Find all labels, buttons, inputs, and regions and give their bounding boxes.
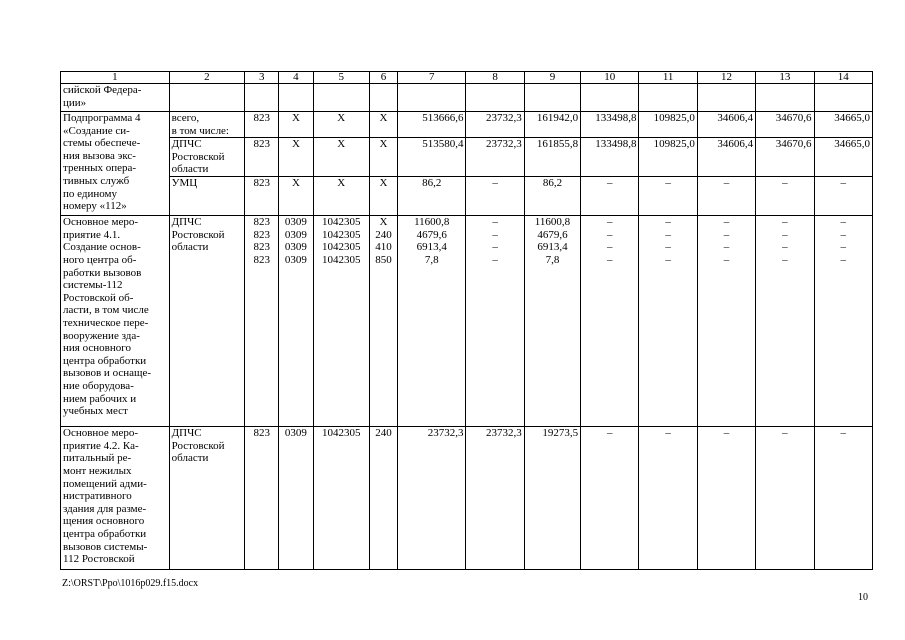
executor-cell: УМЦ — [169, 177, 244, 216]
m41-col7: 11600,8 4679,6 6913,4 7,8 — [398, 216, 466, 427]
header-cell: 7 — [398, 72, 466, 84]
header-cell: 4 — [279, 72, 313, 84]
table-cell: X — [313, 112, 369, 138]
table-cell: 823 — [245, 427, 279, 570]
header-cell: 13 — [756, 72, 814, 84]
table-cell: 34665,0 — [814, 138, 873, 177]
measure-name-cell: Основное меро- приятие 4.1. Создание основ- ного центра об- работки вызовов системы-112 Ростовской об- ласти, в том числе техническое пере- вооружение зда- ния основного центра обработки вызовов и оснаще- ние оборудова- нием рабочих и учебных мест — [61, 216, 170, 427]
header-cell: 2 — [169, 72, 244, 84]
table-cell: 23732,3 — [398, 427, 466, 570]
table-cell: 109825,0 — [639, 138, 697, 177]
executor-cell: ДПЧС Ростовской области — [169, 138, 244, 177]
m41-col14: – – – – — [814, 216, 873, 427]
table-cell: – — [697, 177, 755, 216]
executor-cell: всего, в том числе: — [169, 112, 244, 138]
measure-name-cell: Основное меро- приятие 4.2. Ка- питальный ре- монт нежилых помещений адми- нистративного здания для разме- щения основного центра обработки вызовов системы- 112 Ростовской — [61, 427, 170, 570]
m41-col6: X 240 410 850 — [369, 216, 397, 427]
table-cell: 23732,3 — [466, 112, 524, 138]
m41-col13: – – – – — [756, 216, 814, 427]
table-cell: – — [639, 427, 697, 570]
table-cell: 1042305 — [313, 427, 369, 570]
header-cell: 10 — [581, 72, 639, 84]
table-row — [61, 427, 873, 570]
table-row — [61, 84, 873, 112]
header-cell: 8 — [466, 72, 524, 84]
table-cell: 34670,6 — [756, 138, 814, 177]
table-cell: 823 — [245, 112, 279, 138]
table-cell: 19273,5 — [524, 427, 580, 570]
table-cell: – — [466, 177, 524, 216]
program-name-cell: Подпрограмма 4 «Создание си- стемы обеспече- ния вызова экс- тренных опера- тивных служб по единому номеру «112» — [61, 112, 170, 216]
table-cell: – — [814, 427, 873, 570]
table-cell: 240 — [369, 427, 397, 570]
table-row — [61, 177, 873, 216]
program-name-cell: сийской Федера- ции» — [61, 84, 170, 112]
table-cell: 34670,6 — [756, 112, 814, 138]
table-cell: 34665,0 — [814, 112, 873, 138]
table-row — [61, 138, 873, 177]
table-cell: – — [697, 427, 755, 570]
table-cell: – — [756, 427, 814, 570]
header-row — [61, 72, 873, 84]
table-cell: 23732,3 — [466, 138, 524, 177]
table-cell: 513580,4 — [398, 138, 466, 177]
header-cell: 1 — [61, 72, 170, 84]
table-cell: 823 — [245, 177, 279, 216]
table-cell: 823 — [245, 138, 279, 177]
table-cell: – — [756, 177, 814, 216]
executor-cell: ДПЧС Ростовской области — [169, 216, 244, 427]
page-number: 10 — [858, 592, 868, 603]
header-cell: 3 — [245, 72, 279, 84]
table-cell: – — [581, 427, 639, 570]
table-cell: X — [369, 138, 397, 177]
table-cell: X — [369, 177, 397, 216]
header-cell: 5 — [313, 72, 369, 84]
file-path-footer: Z:\ORST\Ppo\1016p029.f15.docx — [62, 578, 199, 589]
table-cell: X — [279, 112, 313, 138]
table-row — [61, 112, 873, 138]
header-cell: 14 — [814, 72, 873, 84]
header-cell: 11 — [639, 72, 697, 84]
budget-table — [60, 71, 873, 570]
header-cell: 6 — [369, 72, 397, 84]
table-cell: 133498,8 — [581, 138, 639, 177]
table-cell: X — [313, 177, 369, 216]
table-cell: 23732,3 — [466, 427, 524, 570]
m41-col5: 1042305 1042305 1042305 1042305 — [313, 216, 369, 427]
table-cell: X — [369, 112, 397, 138]
header-cell: 12 — [697, 72, 755, 84]
m41-col11: – – – – — [639, 216, 697, 427]
m41-col9: 11600,8 4679,6 6913,4 7,8 — [524, 216, 580, 427]
table-cell: 86,2 — [524, 177, 580, 216]
m41-col12: – – – – — [697, 216, 755, 427]
table-cell: 34606,4 — [697, 138, 755, 177]
table-cell: 86,2 — [398, 177, 466, 216]
table-cell: 161942,0 — [524, 112, 580, 138]
table-cell: 109825,0 — [639, 112, 697, 138]
table-cell: 513666,6 — [398, 112, 466, 138]
table-cell: – — [639, 177, 697, 216]
table-cell: 0309 — [279, 427, 313, 570]
m41-col8: – – – – — [466, 216, 524, 427]
table-cell: X — [279, 138, 313, 177]
m41-col3: 823 823 823 823 — [245, 216, 279, 427]
header-cell: 9 — [524, 72, 580, 84]
table-cell: 133498,8 — [581, 112, 639, 138]
table-row — [61, 216, 873, 427]
m41-col10: – – – – — [581, 216, 639, 427]
m41-col4: 0309 0309 0309 0309 — [279, 216, 313, 427]
table-cell: – — [581, 177, 639, 216]
table-cell: 161855,8 — [524, 138, 580, 177]
table-cell: – — [814, 177, 873, 216]
table-cell: 34606,4 — [697, 112, 755, 138]
table-cell: X — [313, 138, 369, 177]
table-cell: X — [279, 177, 313, 216]
executor-cell: ДПЧС Ростовской области — [169, 427, 244, 570]
